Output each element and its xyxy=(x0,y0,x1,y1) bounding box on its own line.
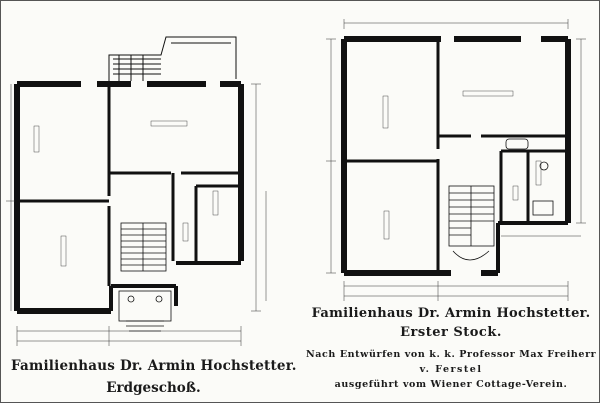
floor-plans-drawing xyxy=(1,1,600,404)
ground-floor-caption-title: Familienhaus Dr. Armin Hochstetter. xyxy=(11,358,297,374)
upper-staircase xyxy=(449,186,494,260)
terrace xyxy=(109,37,236,81)
ground-floor-caption-level: Erdgeschoß. xyxy=(106,380,201,396)
upper-annex xyxy=(498,223,568,273)
ground-annex xyxy=(111,263,241,311)
ground-room-labels xyxy=(34,121,218,266)
credit-line-2: v. Ferstel xyxy=(419,364,483,375)
upper-floor-caption-title: Familienhaus Dr. Armin Hochstetter. xyxy=(311,306,591,321)
credit-line-1: Nach Entwürfen von k. k. Professor Max Freiherr xyxy=(306,349,597,360)
ground-floor-plan xyxy=(6,37,266,346)
upper-room-labels xyxy=(383,91,541,239)
ground-porch xyxy=(119,291,171,331)
ground-outer-walls xyxy=(17,84,241,311)
upper-outer-walls xyxy=(344,39,568,273)
credit-line-3: ausgeführt vom Wiener Cottage-Verein. xyxy=(334,379,568,390)
upper-floor-plan xyxy=(326,19,586,301)
upper-floor-caption-level: Erster Stock. xyxy=(400,325,502,340)
ground-dimensions xyxy=(6,84,266,346)
ground-staircase xyxy=(121,223,166,271)
ground-interior-walls xyxy=(20,87,241,286)
